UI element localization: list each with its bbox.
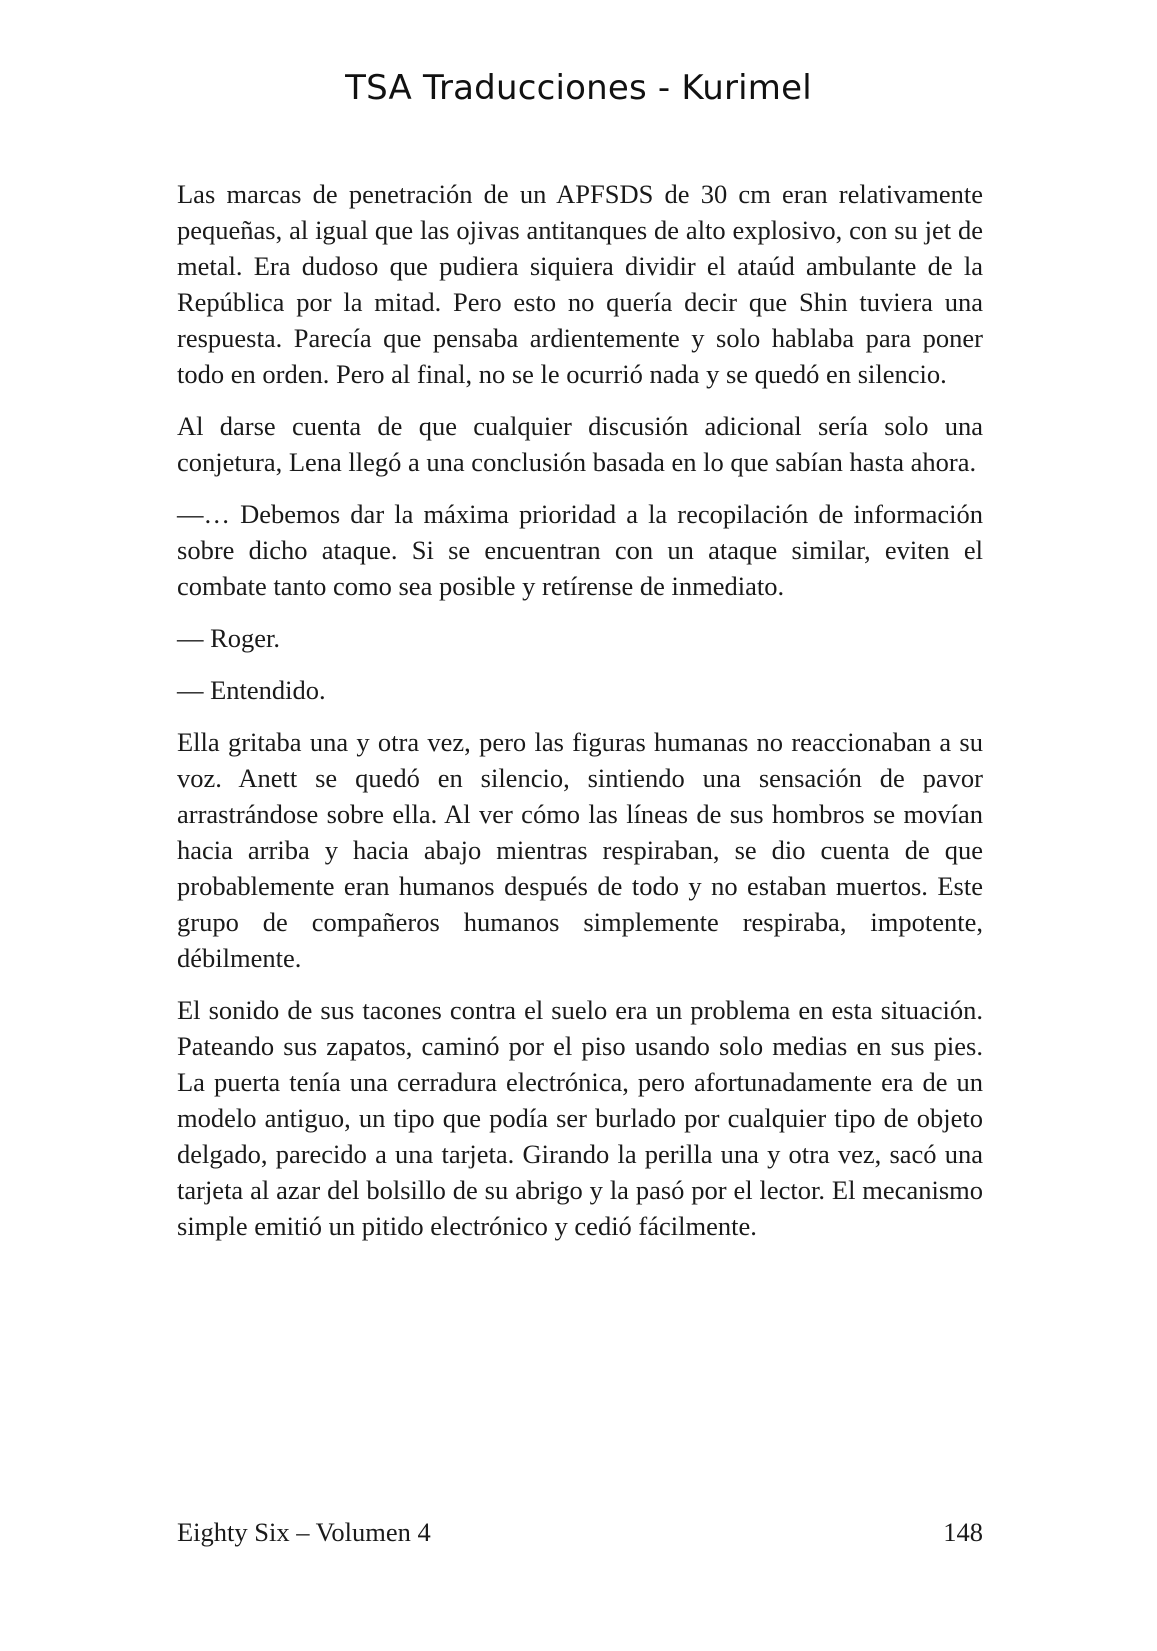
dialogue-line: — Roger.	[177, 623, 281, 653]
paragraph: El sonido de sus tacones contra el suelo era un problema en esta situación. Pateando sus zapatos, caminó por el piso usando solo medias en sus pies. La puerta tenía una cerradura electrónica, pero afortunadamente era de un modelo antiguo, un tipo que podía ser burlado por cualquier tipo de objeto delgado, parecido a una tarjeta. Girando la perilla una y otra vez, sacó una tarjeta al azar del bolsillo de su abrigo y la pasó por el lector. El mecanismo simple emitió un pitido electrónico y cedió fácilmente.	[177, 995, 983, 1241]
dialogue-line: — Entendido.	[177, 675, 326, 705]
paragraph: Ella gritaba una y otra vez, pero las figuras humanas no reaccionaban a su voz. Anett se quedó en silencio, sintiendo una sensación de pavor arrastrándose sobre ella. Al ver cómo las líneas de sus hombros se movían hacia arriba y hacia abajo mientras respiraban, se dio cuenta de que probablemente eran humanos después de todo y no estaban muertos. Este grupo de compañeros humanos simplemente respiraba, impotente, débilmente.	[177, 727, 983, 973]
page-header-title: TSA Traducciones - Kurimel	[345, 68, 812, 108]
paragraph: Las marcas de penetración de un APFSDS de 30 cm eran relativamente pequeñas, al igual que las ojivas antitanques de alto explosivo, con su jet de metal. Era dudoso que pudiera siquiera dividir el ataúd ambulante de la República por la mitad. Pero esto no quería decir que Shin tuviera una respuesta. Parecía que pensaba ardientemente y solo hablaba para poner todo en orden. Pero al final, no se le ocurrió nada y se quedó en silencio.	[177, 179, 983, 389]
page-footer	[177, 1514, 983, 1550]
paragraph: Al darse cuenta de que cualquier discusión adicional sería solo una conjetura, Lena llegó a una conclusión basada en lo que sabían hasta ahora.	[177, 411, 983, 477]
dialogue-paragraph: —… Debemos dar la máxima prioridad a la recopilación de información sobre dicho ataque. Si se encuentran con un ataque similar, eviten el combate tanto como sea posible y retírense de inmediato.	[177, 499, 983, 601]
page-body	[177, 176, 983, 1260]
footer-book-title: Eighty Six – Volumen 4	[177, 1517, 431, 1547]
footer-page-number: 148	[943, 1517, 983, 1547]
